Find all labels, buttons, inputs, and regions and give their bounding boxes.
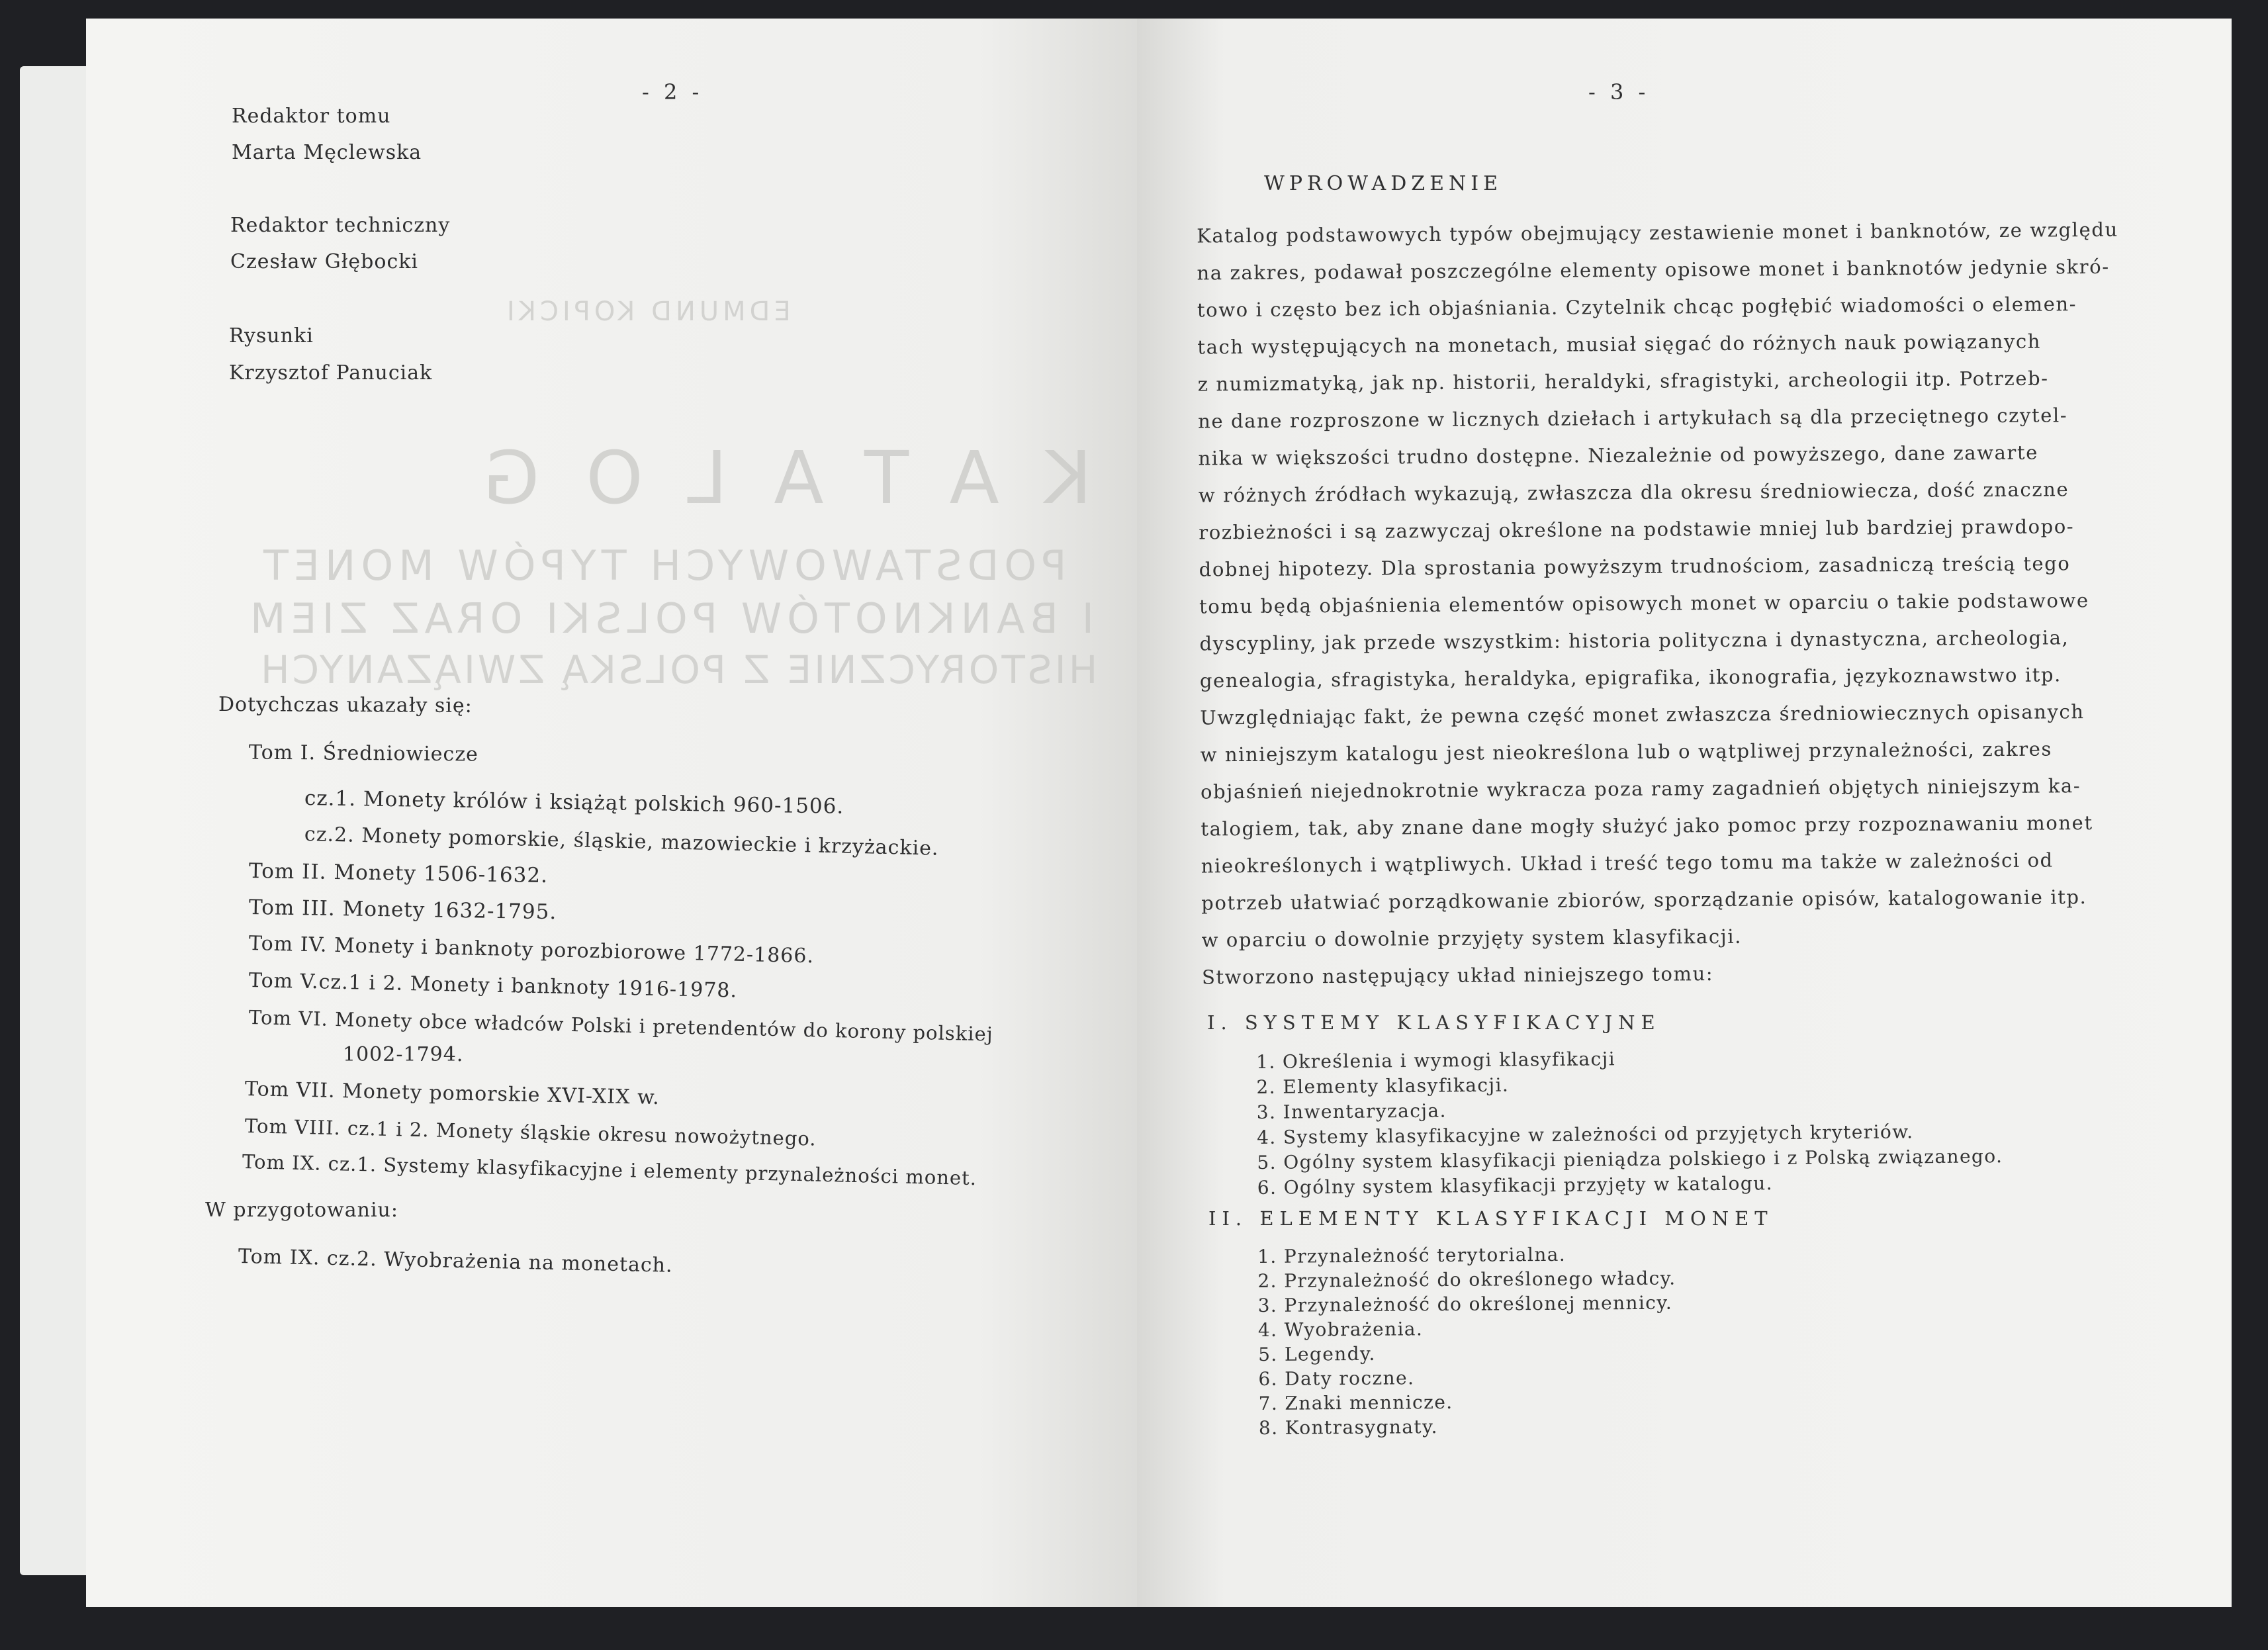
credit-name: Krzysztof Panuciak — [229, 361, 433, 385]
intro-line: w niniejszym katalogu jest nieokreślona lub o wątpliwej przynależności, zakres — [1200, 737, 2053, 766]
intro-line: rozbieżności i są zazwyczaj określone na podstawie mniej lub bardziej prawdopo- — [1199, 515, 2075, 544]
published-item: cz.2. Monety pomorskie, śląskie, mazowieckie i krzyżackie. — [304, 823, 939, 860]
section-heading: WPROWADZENIE — [1264, 172, 1503, 195]
intro-line: ne dane rozproszone w licznych dziełach i artykułach są dla przeciętnego czytel- — [1198, 404, 2068, 433]
section-item: 7. Znaki mennicze. — [1258, 1391, 1453, 1414]
intro-line: tach występujących na monetach, musiał sięgać do różnych nauk powiązanych — [1197, 330, 2042, 359]
section-item: 5. Ogólny system klasyfikacji pieniądza polskiego i z Polską związanego. — [1257, 1145, 2003, 1173]
published-item: Tom II. Monety 1506-1632. — [248, 859, 549, 888]
section-title: I. SYSTEMY KLASYFIKACYJNE — [1207, 1011, 1661, 1034]
published-heading: Dotychczas ukazały się: — [218, 692, 473, 718]
section-item: 6. Ogólny system klasyfikacji przyjęty w katalogu. — [1257, 1172, 1774, 1199]
intro-line: w różnych źródłach wykazują, zwłaszcza dla okresu średniowiecza, dość znaczne — [1198, 478, 2069, 507]
published-item: Tom I. Średniowiecze — [248, 741, 479, 766]
in-preparation-item: Tom IX. cz.2. Wyobrażenia na monetach. — [238, 1245, 673, 1277]
section-item: 3. Inwentaryzacja. — [1256, 1099, 1447, 1123]
intro-line: nieokreślonych i wątpliwych. Układ i treść tego tomu ma także w zależności od — [1201, 848, 2054, 878]
section-list — [1137, 19, 2232, 1607]
layout-intro: Stworzono następujący układ niniejszego tomu: — [1201, 962, 1714, 989]
section-title: II. ELEMENTY KLASYFIKACJI MONET — [1208, 1207, 1774, 1230]
section-item: 6. Daty roczne. — [1258, 1367, 1415, 1390]
intro-line: genealogia, sfragistyka, heraldyka, epigrafika, ikonografia, językoznawstwo itp. — [1199, 663, 2062, 692]
showthrough-title: KATALOG — [437, 435, 1092, 520]
section-item: 2. Elementy klasyfikacji. — [1256, 1074, 1510, 1098]
published-item: 1002-1794. — [343, 1043, 464, 1066]
credit-name: Czesław Głębocki — [230, 250, 419, 273]
intro-line: Uwzględniając fakt, że pewna część monet zwłaszcza średniowiecznych opisanych — [1200, 700, 2085, 729]
intro-line: dobnej hipotezy. Dla sprostania powyższym trudnościom, zasadniczą treścią tego — [1199, 552, 2071, 581]
intro-line: dyscypliny, jak przede wszystkim: historia polityczna i dynastyczna, archeologia, — [1199, 626, 2069, 655]
intro-line: Katalog podstawowych typów obejmujący zestawienie monet i banknotów, ze względu — [1197, 218, 2118, 248]
page-number: - 3 - — [1588, 79, 1650, 105]
section-item: 1. Określenia i wymogi klasyfikacji — [1256, 1048, 1616, 1073]
section-item: 4. Wyobrażenia. — [1257, 1318, 1424, 1341]
published-item: Tom VII. Monety pomorskie XVI-XIX w. — [244, 1077, 660, 1110]
in-preparation-heading: W przygotowaniu: — [205, 1199, 398, 1222]
published-item: cz.1. Monety królów i książąt polskich 960-1506. — [304, 786, 844, 819]
intro-line: z numizmatyką, jak np. historii, heraldyki, sfragistyki, archeologii itp. Potrzeb- — [1197, 367, 2049, 396]
credit-role: Redaktor techniczny — [230, 214, 451, 237]
intro-line: potrzeb ułatwiać porządkowanie zbiorów, sporządzanie opisów, katalogowanie itp. — [1201, 886, 2087, 915]
showthrough-subtitle-1: PODSTAWOWYCH TYPÓW MONET — [258, 541, 1067, 590]
section-item: 5. Legendy. — [1258, 1342, 1376, 1365]
credit-role: Redaktor tomu — [232, 105, 391, 128]
showthrough-subtitle-2: I BANKNOTÓW POLSKI ORAZ ZIEM — [245, 594, 1094, 643]
published-item: Tom VIII. cz.1 i 2. Monety śląskie okresu nowożytnego. — [244, 1115, 817, 1150]
showthrough-subtitle-3: HISTORYCZNIE Z POLSKĄ ZWIĄZANYCH — [258, 647, 1098, 692]
published-item: Tom IX. cz.1. Systemy klasyfikacyjne i elementy przynależności monet. — [242, 1150, 977, 1190]
section-item: 4. Systemy klasyfikacyjne w zależności od przyjętych kryteriów. — [1256, 1121, 1914, 1148]
published-item: Tom IV. Monety i banknoty porozbiorowe 1772-1866. — [248, 932, 815, 968]
intro-line: w oparciu o dowolnie przyjęty system klasyfikacji. — [1201, 925, 1743, 952]
published-item: Tom VI. Monety obce władców Polski i pretendentów do korony polskiej — [248, 1006, 994, 1046]
published-item: Tom V.cz.1 i 2. Monety i banknoty 1916-1978. — [248, 969, 738, 1003]
credit-name: Marta Męclewska — [232, 141, 422, 164]
section-item: 3. Przynależność do określonej mennicy. — [1257, 1291, 1673, 1316]
intro-line: objaśnień niejednokrotnie wykracza poza ramy zagadnień objętych niniejszym ka- — [1200, 774, 2081, 803]
intro-line: nika w większości trudno dostępne. Niezależnie od powyższego, dane zawarte — [1198, 441, 2039, 470]
published-item: Tom III. Monety 1632-1795. — [248, 895, 557, 925]
intro-line: na zakres, podawał poszczególne elementy opisowe monet i banknotów jedynie skró- — [1197, 255, 2110, 285]
section-item: 1. Przynależność terytorialna. — [1257, 1243, 1566, 1267]
intro-line: talogiem, tak, aby znane dane mogły służyć jako pomoc przy rozpoznawaniu monet — [1201, 811, 2093, 841]
showthrough-author: EDMUND KOPICKI — [503, 297, 791, 327]
right-page — [1137, 19, 2232, 1607]
intro-line: tomu będą objaśnienia elementów opisowych monet w oparciu o takie podstawowe — [1199, 589, 2089, 618]
intro-line: towo i często bez ich objaśniania. Czytelnik chcąc pogłębić wiadomości o elemen- — [1197, 293, 2077, 322]
credit-role: Rysunki — [229, 324, 314, 347]
section-item: 2. Przynależność do określonego władcy. — [1257, 1267, 1676, 1292]
section-item: 8. Kontrasygnaty. — [1258, 1416, 1438, 1439]
left-page — [86, 19, 1137, 1607]
page-number: - 2 - — [642, 79, 703, 105]
